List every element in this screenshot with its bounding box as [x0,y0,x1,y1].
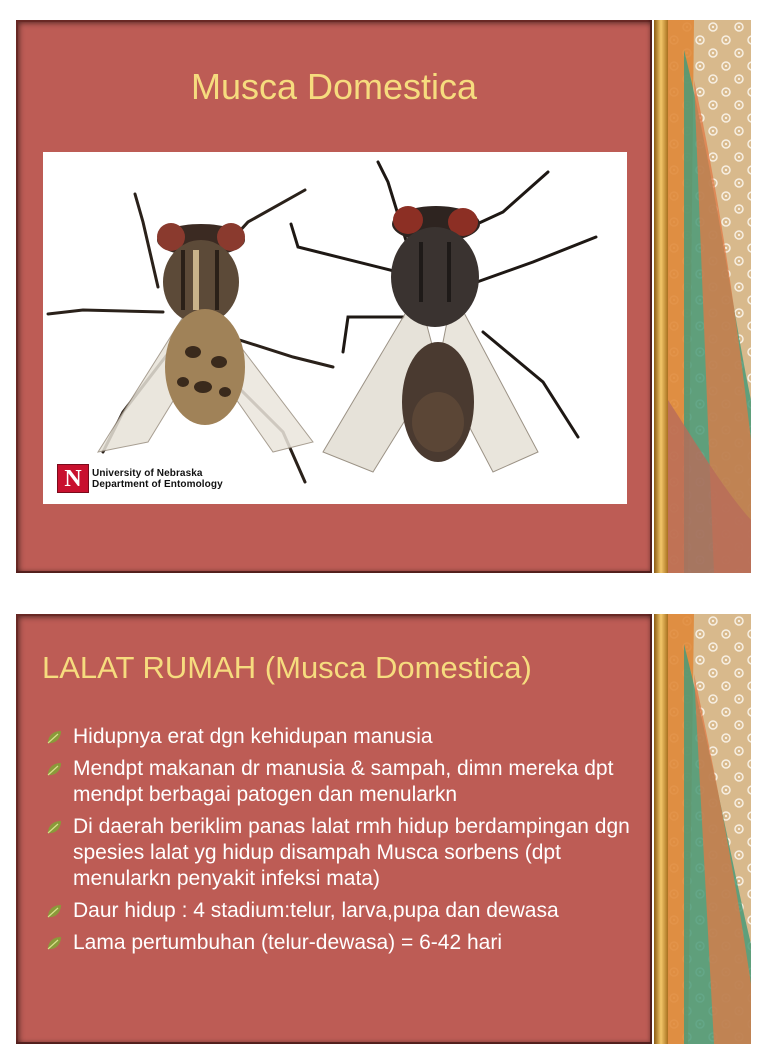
housefly-illustration [43,152,627,504]
bullet-list [42,724,638,962]
list-item [42,898,638,924]
photo-credit [57,464,223,493]
slide-title: Musca Domestica [190,66,478,107]
list-item [42,724,638,750]
leaf-bullet-icon [46,904,62,919]
decorative-side-strip [654,614,751,1044]
credit-department: Department of Entomology [92,478,223,490]
decorative-side-strip [654,20,751,573]
slide-panel [16,20,652,573]
list-item [42,756,638,808]
slide-panel [16,614,652,1044]
bullet-text: Di daerah beriklim panas lalat rmh hidup berdampingan dgn spesies lalat yg hidup disampah Musca sorbens (dpt menularkn penyakit infeksi mata) [73,815,630,890]
housefly-photo [43,152,627,504]
nebraska-n-logo: N [57,464,89,493]
slide-musca-domestica [16,20,751,573]
credit-university: University of Nebraska [92,467,203,479]
leaf-bullet-icon [46,730,62,745]
slide-lalat-rumah [16,614,751,1044]
slide-title: LALAT RUMAH (Musca Domestica) [42,650,532,685]
leaf-bullet-icon [46,820,62,835]
leaf-bullet-icon [46,762,62,777]
list-item [42,930,638,956]
bullet-text: Lama pertumbuhan (telur-dewasa) = 6-42 hari [73,931,502,954]
bullet-text: Hidupnya erat dgn kehidupan manusia [73,725,433,748]
bullet-text: Mendpt makanan dr manusia & sampah, dimn mereka dpt mendpt berbagai patogen dan menularkn [73,757,614,806]
leaf-bullet-icon [46,936,62,951]
list-item [42,814,638,892]
bullet-text: Daur hidup : 4 stadium:telur, larva,pupa dan dewasa [73,899,559,922]
